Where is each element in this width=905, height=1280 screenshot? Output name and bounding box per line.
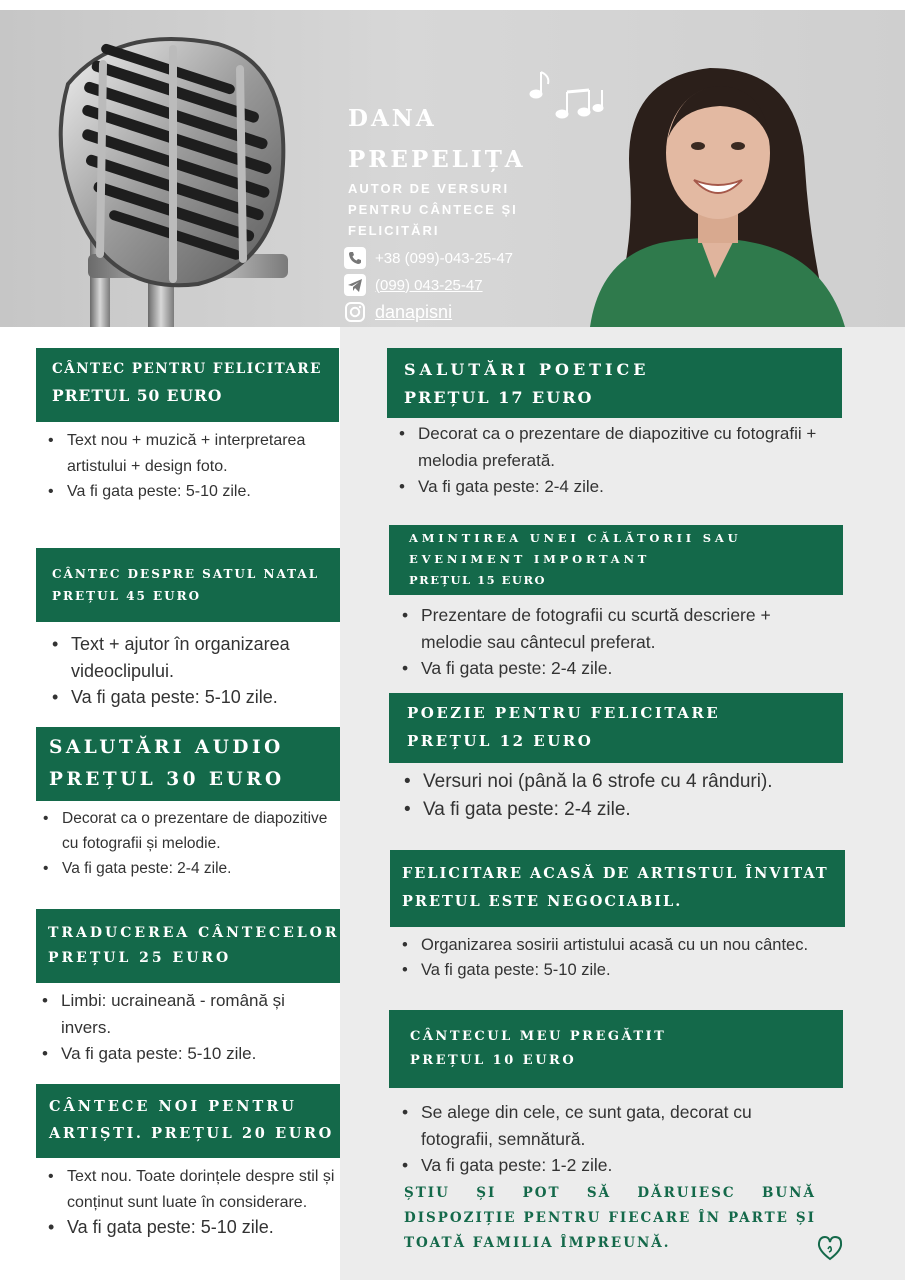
- service-box-right-5: [389, 1010, 843, 1088]
- telegram-icon: [344, 274, 366, 296]
- list-item: • Va fi gata peste: 5-10 zile.: [421, 958, 821, 983]
- service-title: CÂNTECE NOI PENTRU: [49, 1098, 297, 1115]
- service-box-left-1: [36, 348, 339, 422]
- name-line-2: PREPELIȚA: [348, 146, 526, 173]
- header-banner: [0, 10, 905, 327]
- service-box-right-2: [389, 525, 843, 595]
- list-item: • Versuri noi (până la 6 strofe cu 4 rânduri).: [423, 768, 833, 796]
- service-price: PREȚUL 12 EURO: [407, 732, 594, 750]
- service-title: AMINTIREA UNEI CĂLĂTORII SAU: [409, 531, 742, 545]
- subtitle-line-1: AUTOR DE VERSURI: [348, 181, 510, 196]
- list-item: • Decorat ca o prezentare de diapozitive cu fotografii + melodia preferată.: [418, 421, 818, 474]
- service-box-right-4: [390, 850, 845, 927]
- service-list-right-5: [421, 1099, 821, 1179]
- service-list-left-3: [62, 806, 344, 881]
- service-title: FELICITARE ACASĂ DE ARTISTUL ÎNVITAT: [402, 865, 829, 882]
- service-title: CÂNTEC PENTRU FELICITARE: [52, 361, 322, 377]
- service-list-left-2: [71, 631, 333, 711]
- list-item: • Va fi gata peste: 5-10 zile.: [61, 1041, 321, 1068]
- service-list-right-1: [418, 421, 818, 501]
- service-title: SALUTĂRI POETICE: [404, 360, 650, 379]
- list-item: • Se alege din cele, ce sunt gata, decorat cu fotografii, semnătură.: [421, 1099, 821, 1152]
- list-item: • Va fi gata peste: 1-2 zile.: [421, 1152, 821, 1179]
- service-list-left-4: [61, 988, 321, 1068]
- list-item: • Va fi gata peste: 2-4 zile.: [62, 856, 344, 881]
- list-item: • Limbi: ucraineană - română și invers.: [61, 988, 321, 1041]
- service-price: PRETUL ESTE NEGOCIABIL.: [402, 893, 683, 910]
- service-list-left-1: [67, 428, 337, 505]
- service-price: PREȚUL 25 EURO: [48, 950, 232, 966]
- service-price: PREȚUL 17 EURO: [404, 388, 594, 407]
- service-list-right-2: [421, 602, 821, 682]
- telegram-contact[interactable]: [344, 273, 483, 297]
- list-item: • Va fi gata peste: 2-4 zile.: [418, 474, 818, 501]
- list-item: • Text nou. Toate dorințele despre stil și conținut sunt luate în considerare.: [67, 1164, 337, 1215]
- service-box-left-2: [36, 548, 340, 622]
- list-item: • Text nou + muzică + interpretarea artistului + design foto.: [67, 428, 337, 479]
- service-price: ARTIȘTI. PREȚUL 20 EURO: [49, 1125, 334, 1142]
- list-item: • Organizarea sosirii artistului acasă cu un nou cântec.: [421, 933, 821, 958]
- service-price: PREȚUL 45 EURO: [52, 589, 202, 603]
- instagram-contact[interactable]: [344, 300, 452, 324]
- author-subtitle: [348, 178, 558, 241]
- instagram-link[interactable]: danapisni: [375, 301, 453, 322]
- list-item: • Decorat ca o prezentare de diapozitive cu fotografii și melodie.: [62, 806, 344, 856]
- list-item: • Va fi gata peste: 2-4 zile.: [423, 796, 833, 824]
- service-box-left-4: [36, 909, 340, 983]
- list-item: • Prezentare de fotografii cu scurtă descriere + melodie sau cântecul preferat.: [421, 602, 821, 655]
- phone-contact[interactable]: [344, 246, 513, 270]
- service-list-right-3: [423, 768, 833, 824]
- service-box-right-1: [387, 348, 842, 418]
- service-title: CÂNTECUL MEU PREGĂTIT: [410, 1029, 667, 1044]
- heart-icon: [816, 1235, 844, 1261]
- service-box-left-3: [36, 727, 340, 801]
- service-list-right-4: [421, 933, 821, 983]
- instagram-icon: [344, 301, 366, 323]
- name-line-1: DANA: [348, 105, 437, 132]
- closing-message: ȘTIU ȘI POT SĂ DĂRUIESC BUNĂ DISPOZIȚIE PENTRU FIECARE ÎN PARTE ȘI TOATĂ FAMILIA ÎMPREUNĂ.: [404, 1185, 816, 1251]
- service-price: PREȚUL 10 EURO: [410, 1053, 577, 1068]
- list-item: • Va fi gata peste: 5-10 zile.: [67, 1215, 337, 1241]
- subtitle-line-3: FELICITĂRI: [348, 223, 440, 238]
- phone-icon: [344, 247, 366, 269]
- service-price: PREȚUL 15 EURO: [409, 573, 547, 587]
- list-item: • Va fi gata peste: 2-4 zile.: [421, 655, 821, 682]
- list-item: • Text + ajutor în organizarea videoclipului.: [71, 631, 333, 684]
- telegram-link[interactable]: (099) 043-25-47: [375, 276, 483, 294]
- service-box-left-5: [36, 1084, 340, 1158]
- service-title: CÂNTEC DESPRE SATUL NATAL: [52, 567, 320, 581]
- service-subtitle: EVENIMENT IMPORTANT: [409, 552, 651, 566]
- service-list-left-5: [67, 1164, 337, 1241]
- service-title: TRADUCEREA CÂNTECELOR: [48, 925, 340, 941]
- subtitle-line-2: PENTRU CÂNTECE ȘI: [348, 202, 518, 217]
- list-item: • Va fi gata peste: 5-10 zile.: [71, 684, 333, 711]
- list-item: • Va fi gata peste: 5-10 zile.: [67, 479, 337, 505]
- phone-number: +38 (099)-043-25-47: [375, 249, 514, 267]
- service-price: PREȚUL 30 EURO: [49, 769, 285, 790]
- portrait-photo: [590, 48, 850, 327]
- microphone-image: [28, 24, 298, 327]
- service-box-right-3: [389, 693, 843, 763]
- service-title: SALUTĂRI AUDIO: [49, 737, 284, 758]
- service-price: PRETUL 50 EURO: [52, 386, 223, 405]
- service-title: POEZIE PENTRU FELICITARE: [407, 704, 721, 722]
